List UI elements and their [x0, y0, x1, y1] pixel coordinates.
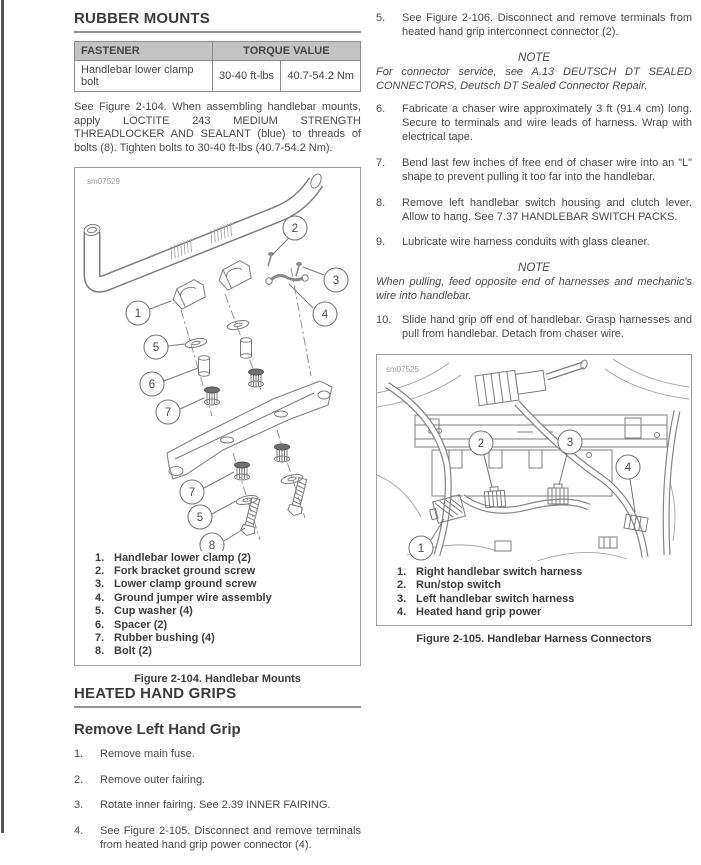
figure-2-104-box [74, 167, 361, 666]
spacer-2 [241, 337, 252, 357]
figure-2-104-diagram [75, 168, 360, 551]
ground-jumper-wire [266, 274, 308, 283]
callout-8 [200, 528, 245, 551]
figure-2-105-legend [377, 565, 691, 626]
run-stop-switch-connector [484, 486, 506, 508]
callout-1 [126, 301, 171, 325]
legend-item: 2. Fork bracket ground screw [95, 564, 256, 577]
rubber-bushing-3 [235, 462, 250, 480]
right-column [376, 10, 692, 645]
svg-text:3: 3 [332, 274, 340, 287]
svg-text:7: 7 [188, 486, 196, 499]
step-6: 6. Fabricate a chaser wire approximately 3 ft (91.4 cm) long. Secure to terminals and wire leads of harness. Wrap with electrical tape. [376, 103, 692, 144]
left-column [74, 10, 361, 865]
figure-2-105-watermark: sm07525 [386, 364, 419, 374]
cup-washer-2 [226, 318, 249, 330]
handlebar-lower-clamp-a [169, 277, 208, 310]
remove-left-hand-grip-steps [74, 748, 361, 853]
callout-6 [140, 368, 198, 396]
step-4: 4. See Figure 2-105. Disconnect and remove terminals from heated hand grip power connector (4). [74, 825, 361, 852]
callout-7b [180, 472, 234, 504]
svg-text:7: 7 [164, 406, 172, 419]
svg-text:2: 2 [291, 222, 299, 235]
spacer-1 [199, 355, 210, 375]
step-9: 9. Lubricate wire harness conduits with glass cleaner. [376, 236, 650, 249]
callout-5b [188, 501, 236, 529]
torque-table-header-torque-value: TORQUE VALUE [212, 42, 360, 61]
legend-item: 3. Lower clamp ground screw [95, 578, 257, 591]
torque-cell-ftlbs: 30-40 ft-lbs [212, 61, 281, 92]
figure-2-105-caption: Figure 2-105. Handlebar Harness Connectors [416, 633, 652, 646]
scanned-page-edge [1, 0, 4, 833]
svg-text:1: 1 [134, 307, 142, 320]
cup-washer-3 [235, 493, 258, 505]
figure-2-105-diagram [377, 355, 691, 565]
callout-7 [156, 398, 204, 424]
subsection-remove-left-hand-grip: Remove Left Hand Grip [74, 720, 241, 738]
legend-item: 3. Left handlebar switch harness [397, 592, 575, 605]
svg-text:5: 5 [152, 341, 160, 354]
section-title-heated-hand-grips: HEATED HAND GRIPS [74, 685, 361, 708]
note-label-2: NOTE [518, 262, 550, 275]
note-text-1: For connector service, see A.13 DEUTSCH DT SEALED CONNECTORS, Deutsch DT Sealed Connector Repair. [376, 65, 692, 92]
section-title-rubber-mounts: RUBBER MOUNTS [74, 10, 361, 33]
figure-2-105-box [376, 354, 692, 627]
legend-item: 2. Run/stop switch [397, 579, 501, 592]
svg-text:2: 2 [477, 437, 485, 450]
torque-table-header-row [75, 42, 361, 61]
torque-table-header-fastener: FASTENER [75, 42, 213, 61]
legend-item: 4. Ground jumper wire assembly [95, 591, 272, 604]
top-connector-cluster [475, 359, 588, 405]
cup-washer-4 [280, 472, 303, 484]
step-1: 1. Remove main fuse. [74, 747, 195, 760]
legend-item: 1. Handlebar lower clamp (2) [95, 551, 251, 564]
torque-table-row [75, 61, 361, 92]
svg-text:4: 4 [321, 308, 329, 321]
note-label-1: NOTE [518, 51, 550, 64]
note-text-2: When pulling, feed opposite end of harnesses and mechanic's wire into handlebar. [376, 276, 692, 303]
figure-2-104-watermark: sm07529 [87, 176, 120, 186]
step-5: 5. See Figure 2-106. Disconnect and remove terminals from heated hand grip interconnect connector (2). [376, 12, 692, 38]
rubber-bushing-2 [249, 369, 264, 387]
callout-5 [144, 335, 185, 359]
torque-cell-fastener: Handlebar lower clamp bolt [75, 61, 213, 92]
cup-washer-1 [184, 336, 207, 348]
legend-item: 1. Right handlebar switch harness [397, 565, 583, 578]
step-3: 3. Rotate inner fairing. See 2.39 INNER FAIRING. [74, 799, 331, 812]
svg-text:5: 5 [196, 511, 204, 524]
legend-item: 7. Rubber bushing (4) [95, 631, 215, 644]
handlebar-lower-clamp-b [215, 258, 254, 291]
rubber-mounts-intro-paragraph: See Figure 2-104. When assembling handlebar mounts, apply LOCTITE 243 MEDIUM STRENGTH THREADLOCKER AND SEALANT (blue) to threads of bolts (8). Tighten bolts to 30-40 ft-lbs (40.7-54.2 Nm). [74, 101, 361, 154]
axis-ground-screw [291, 268, 311, 376]
bottom-connectors [495, 537, 617, 551]
figure-2-104-caption: Figure 2-104. Handlebar Mounts [134, 672, 301, 685]
callout-3 [303, 267, 348, 292]
rubber-bushing-1 [205, 387, 220, 405]
legend-item: 6. Spacer (2) [95, 618, 168, 631]
legend-item: 8. Bolt (2) [95, 645, 152, 658]
figure-2-104-legend [75, 551, 360, 665]
step-10: 10. Slide hand grip off end of handlebar. Grasp harnesses and pull from handlebar. Detach from chaser wire. [376, 314, 692, 340]
svg-text:6: 6 [148, 378, 156, 391]
step-2: 2. Remove outer fairing. [74, 773, 206, 786]
torque-cell-nm: 40.7-54.2 Nm [281, 61, 361, 92]
svg-text:4: 4 [624, 461, 632, 474]
svg-text:8: 8 [208, 539, 216, 551]
torque-table [74, 41, 361, 92]
legend-item: 4. Heated hand grip power [397, 605, 542, 618]
step-7: 7. Bend last few inches of free end of chaser wire into an "L" shape to prevent pulling it too far into the handlebar. [376, 157, 692, 183]
lower-clamp-ground-screw [296, 262, 302, 276]
svg-text:1: 1 [417, 542, 425, 555]
rubber-bushing-4 [275, 444, 290, 462]
step-8: 8. Remove left handlebar switch housing and clutch lever. Allow to hang. See 7.37 HANDLEBAR SWITCH PACKS. [376, 196, 692, 223]
legend-item: 5. Cup washer (4) [95, 605, 193, 618]
svg-text:3: 3 [566, 436, 574, 449]
